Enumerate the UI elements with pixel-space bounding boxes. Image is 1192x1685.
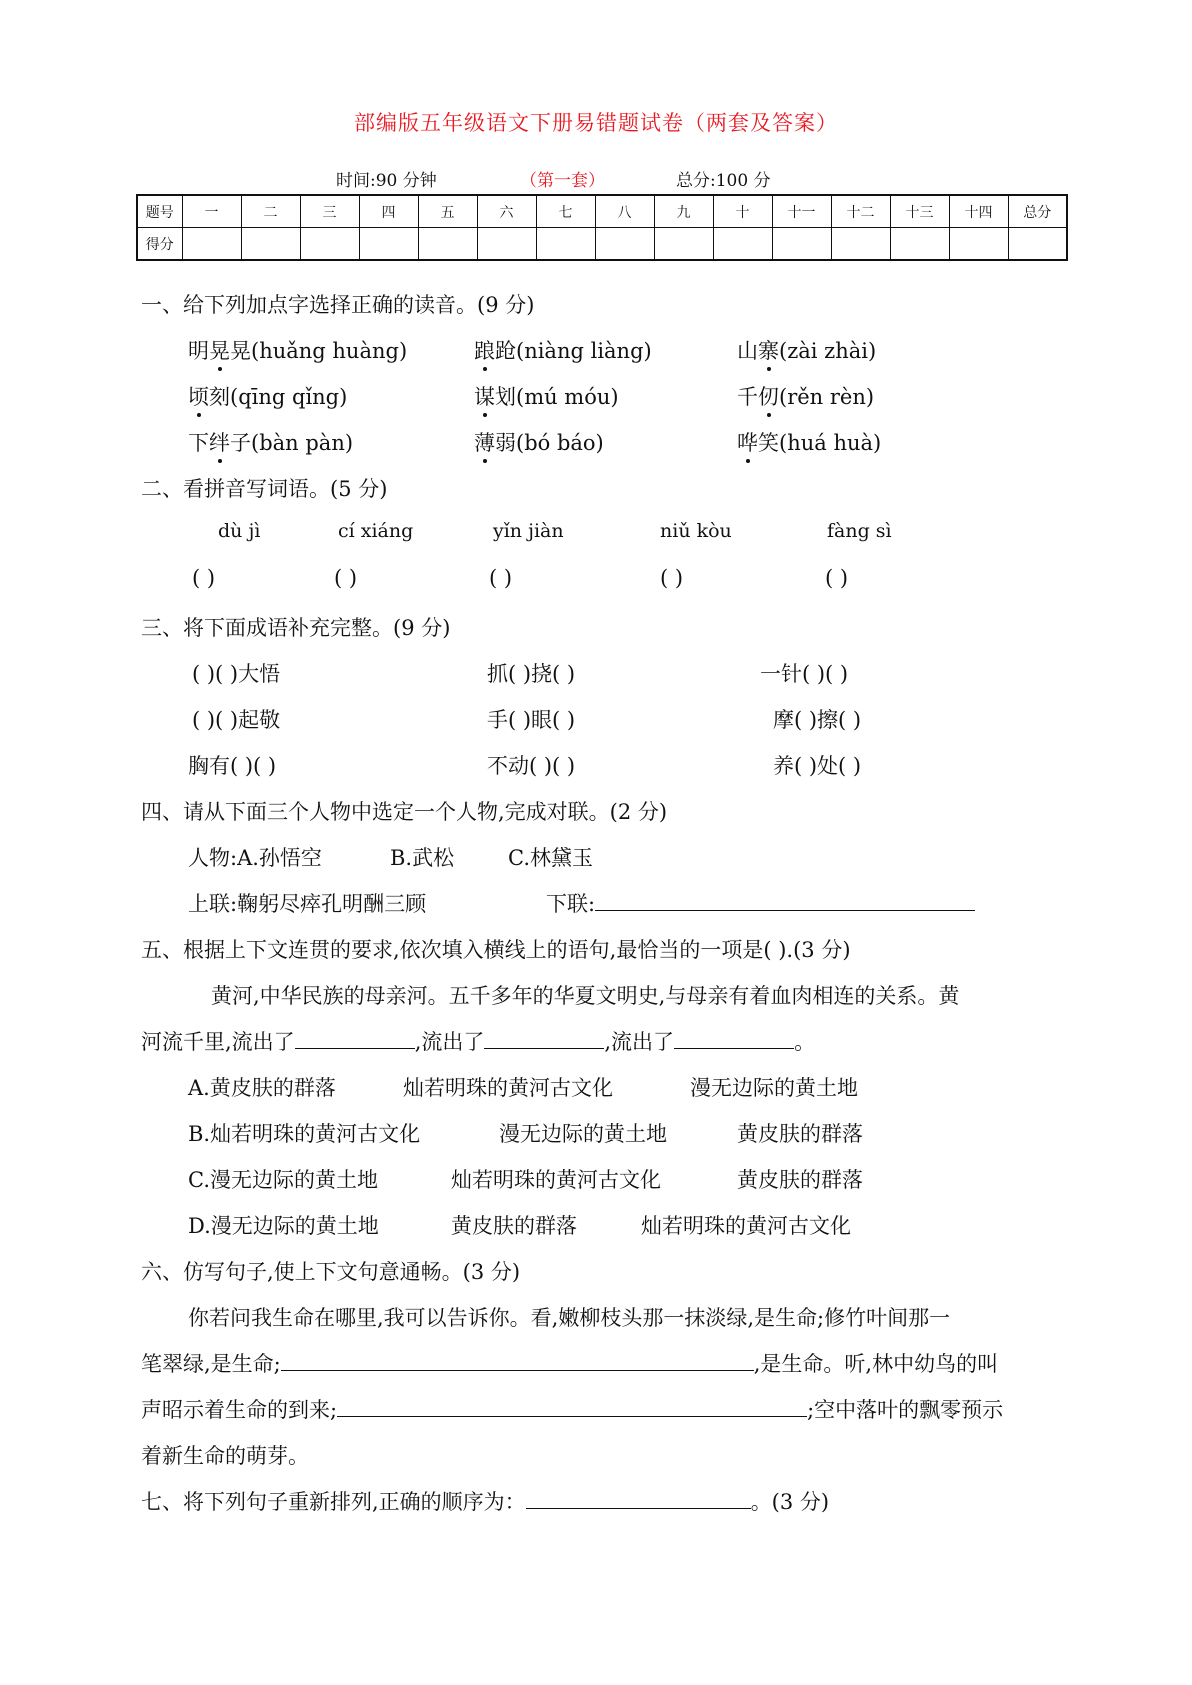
score-cell-header: 二 — [241, 195, 300, 228]
q5-option-c[interactable]: C.漫无边际的黄土地 — [188, 1168, 378, 1192]
score-cell-header: 十四 — [949, 195, 1008, 228]
q1-item — [188, 381, 347, 411]
score-cell-header: 十一 — [772, 195, 831, 228]
q6-blank-2[interactable] — [337, 1415, 807, 1417]
q5-text: ,流出了 — [414, 1030, 485, 1054]
q6-blank-1[interactable] — [281, 1369, 754, 1371]
q1-item-post: (rěn rèn) — [779, 385, 875, 409]
score-input-cell[interactable] — [418, 228, 477, 261]
q4-upper-couplet: 上联:鞠躬尽瘁孔明酬三顾 — [188, 892, 427, 916]
q4-lower-couplet — [546, 888, 975, 918]
q1-item — [737, 335, 876, 365]
page-title: 部编版五年级语文下册易错题试卷（两套及答案） — [354, 111, 838, 135]
q3-idiom[interactable]: 一针( )( ) — [760, 662, 849, 686]
q6-text: ,是生命。听,林中幼鸟的叫 — [753, 1352, 999, 1376]
q1-dotted-char: 顷 — [188, 381, 209, 411]
q6-text: 声昭示着生命的到来; — [141, 1398, 338, 1422]
q5-option-c-part: 黄皮肤的群落 — [737, 1168, 863, 1192]
q6-paragraph-line — [141, 1348, 998, 1378]
q5-option-c-part: 灿若明珠的黄河古文化 — [451, 1168, 661, 1192]
q1-dotted-char: 绊 — [209, 427, 230, 457]
exam-total-score: 总分:100 分 — [676, 171, 771, 191]
q2-pinyin: dù jì — [218, 520, 261, 542]
q1-dotted-char: 寨 — [758, 335, 779, 365]
score-cell-header: 一 — [182, 195, 241, 228]
q3-idiom[interactable]: 抓( )挠( ) — [487, 662, 576, 686]
q1-item — [737, 427, 881, 457]
score-row-label: 得分 — [137, 228, 182, 261]
q5-option-b[interactable]: B.灿若明珠的黄河古文化 — [188, 1122, 421, 1146]
q2-pinyin: fàng sì — [827, 520, 892, 542]
q2-answer-bracket[interactable]: ( ) — [489, 566, 513, 590]
q5-blank-1[interactable] — [295, 1047, 415, 1049]
q6-text: ;空中落叶的飘零预示 — [807, 1398, 1004, 1422]
q1-item — [474, 381, 619, 411]
score-input-cell[interactable] — [241, 228, 300, 261]
score-table-header-row — [137, 195, 1067, 228]
score-input-cell[interactable] — [772, 228, 831, 261]
score-input-cell[interactable] — [713, 228, 772, 261]
score-input-cell[interactable] — [831, 228, 890, 261]
q4-heading: 四、请从下面三个人物中选定一个人物,完成对联。(2 分) — [141, 800, 668, 824]
score-cell-header: 三 — [300, 195, 359, 228]
q5-option-d[interactable]: D.漫无边际的黄土地 — [188, 1214, 379, 1238]
score-input-cell[interactable] — [654, 228, 713, 261]
q5-paragraph-line — [141, 1026, 815, 1056]
exam-set-label: （第一套） — [520, 171, 605, 191]
q1-dotted-char: 晃 — [209, 335, 230, 365]
q1-item — [474, 427, 604, 457]
q1-item-post: 跄(niàng liàng) — [495, 339, 652, 363]
q6-paragraph-line: 你若问我生命在哪里,我可以告诉你。看,嫩柳枝头那一抹淡绿,是生命;修竹叶间那一 — [188, 1306, 951, 1330]
q1-item — [474, 335, 652, 365]
q1-item-post: (zài zhài) — [779, 339, 877, 363]
q1-dotted-char: 哗 — [737, 427, 758, 457]
q5-blank-3[interactable] — [674, 1047, 794, 1049]
score-cell-header: 四 — [359, 195, 418, 228]
q1-dotted-char: 薄 — [474, 427, 495, 457]
q3-idiom[interactable]: 手( )眼( ) — [487, 708, 576, 732]
q1-item-post: 晃(huǎng huàng) — [230, 339, 408, 363]
score-input-cell[interactable] — [359, 228, 418, 261]
q4-person: B.武松 — [390, 846, 455, 870]
q6-text: 笔翠绿,是生命; — [141, 1352, 281, 1376]
q2-answer-bracket[interactable]: ( ) — [825, 566, 849, 590]
q6-heading: 六、仿写句子,使上下文句意通畅。(3 分) — [141, 1260, 521, 1284]
q2-answer-bracket[interactable]: ( ) — [334, 566, 358, 590]
q5-option-a[interactable]: A.黄皮肤的群落 — [188, 1076, 336, 1100]
q5-option-d-part: 灿若明珠的黄河古文化 — [641, 1214, 851, 1238]
score-input-cell[interactable] — [1008, 228, 1067, 261]
exam-time: 时间:90 分钟 — [336, 171, 437, 191]
q4-answer-line[interactable] — [595, 909, 975, 911]
q1-item — [737, 381, 874, 411]
score-cell-header: 七 — [536, 195, 595, 228]
q5-option-b-part: 漫无边际的黄土地 — [499, 1122, 667, 1146]
score-input-cell[interactable] — [536, 228, 595, 261]
q7-heading-points: 。(3 分) — [750, 1490, 830, 1514]
q3-heading: 三、将下面成语补充完整。(9 分) — [141, 616, 451, 640]
q5-option-a-part: 漫无边际的黄土地 — [690, 1076, 858, 1100]
score-cell-header: 九 — [654, 195, 713, 228]
score-cell-header: 总分 — [1008, 195, 1067, 228]
score-cell-header: 题号 — [137, 195, 182, 228]
q1-item-post: 子(bàn pàn) — [230, 431, 354, 455]
q1-item-post: 刻(qīng qǐng) — [209, 385, 348, 409]
score-table-score-row — [137, 228, 1067, 261]
q1-item — [188, 335, 407, 365]
q5-text: ,流出了 — [604, 1030, 675, 1054]
q2-heading: 二、看拼音写词语。(5 分) — [141, 477, 388, 501]
score-input-cell[interactable] — [595, 228, 654, 261]
q1-item-post: 弱(bó báo) — [495, 431, 604, 455]
q5-text: 。 — [794, 1030, 816, 1054]
score-cell-header: 十二 — [831, 195, 890, 228]
q7-answer-line[interactable] — [526, 1507, 751, 1509]
q1-item-pre: 千 — [737, 385, 758, 409]
score-cell-header: 六 — [477, 195, 536, 228]
q6-paragraph-line — [141, 1394, 1003, 1424]
q5-heading: 五、根据上下文连贯的要求,依次填入横线上的语句,最恰当的一项是( ).(3 分) — [141, 938, 851, 962]
q3-idiom[interactable]: 胸有( )( ) — [188, 754, 277, 778]
q5-text: 河流千里,流出了 — [141, 1030, 295, 1054]
q1-dotted-char: 仞 — [758, 381, 779, 411]
q3-idiom[interactable]: 养( )处( ) — [773, 754, 862, 778]
q2-pinyin: cí xiáng — [338, 520, 414, 542]
q6-paragraph-line: 着新生命的萌芽。 — [141, 1444, 309, 1468]
score-cell-header: 十 — [713, 195, 772, 228]
q5-option-d-part: 黄皮肤的群落 — [451, 1214, 577, 1238]
q4-lower-label: 下联: — [546, 892, 596, 916]
q4-person: C.林黛玉 — [508, 846, 593, 870]
q2-answer-bracket[interactable]: ( ) — [192, 566, 216, 590]
score-table — [136, 194, 1068, 261]
q2-pinyin: niǔ kòu — [660, 520, 732, 542]
score-cell-header: 五 — [418, 195, 477, 228]
score-input-cell[interactable] — [182, 228, 241, 261]
score-input-cell[interactable] — [890, 228, 949, 261]
q4-person: 人物:A.孙悟空 — [188, 846, 322, 870]
q5-option-b-part: 黄皮肤的群落 — [737, 1122, 863, 1146]
q1-item — [188, 427, 353, 457]
q3-idiom[interactable]: 摩( )擦( ) — [773, 708, 862, 732]
q5-paragraph-line: 黄河,中华民族的母亲河。五千多年的华夏文明史,与母亲有着血肉相连的关系。黄 — [211, 984, 960, 1008]
q1-dotted-char: 谋 — [474, 381, 495, 411]
q3-idiom[interactable]: ( )( )大悟 — [192, 662, 281, 686]
q1-item-post: 笑(huá huà) — [758, 431, 882, 455]
q7-heading — [141, 1486, 829, 1516]
q1-dotted-char: 踉 — [474, 335, 495, 365]
q2-pinyin: yǐn jiàn — [493, 520, 564, 542]
score-input-cell[interactable] — [477, 228, 536, 261]
q1-item-post: 划(mú móu) — [495, 385, 619, 409]
score-input-cell[interactable] — [300, 228, 359, 261]
score-cell-header: 十三 — [890, 195, 949, 228]
q1-item-pre: 明 — [188, 339, 209, 363]
score-cell-header: 八 — [595, 195, 654, 228]
q3-idiom[interactable]: ( )( )起敬 — [192, 708, 281, 732]
q1-item-pre: 山 — [737, 339, 758, 363]
q2-answer-bracket[interactable]: ( ) — [660, 566, 684, 590]
q7-heading-text: 七、将下列句子重新排列,正确的顺序为： — [141, 1490, 526, 1514]
q3-idiom[interactable]: 不动( )( ) — [487, 754, 576, 778]
score-input-cell[interactable] — [949, 228, 1008, 261]
q5-option-a-part: 灿若明珠的黄河古文化 — [403, 1076, 613, 1100]
q1-heading: 一、给下列加点字选择正确的读音。(9 分) — [141, 293, 535, 317]
q1-item-pre: 下 — [188, 431, 209, 455]
q5-blank-2[interactable] — [484, 1047, 604, 1049]
